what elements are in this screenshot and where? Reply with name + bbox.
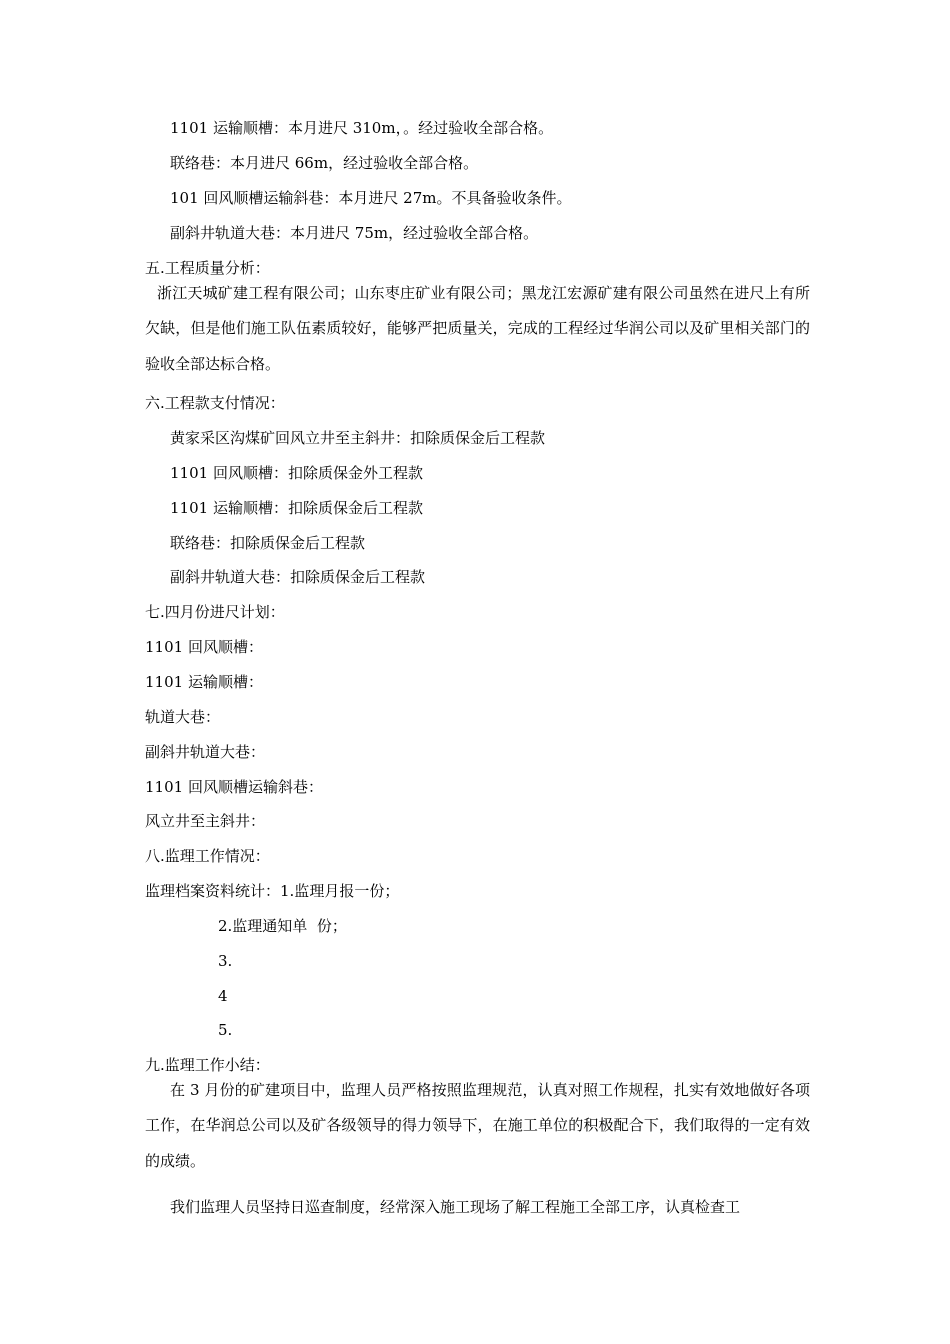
section-5-heading: 五.工程质量分析： — [145, 259, 270, 277]
section-7-heading: 七.四月份进尺计划： — [145, 603, 285, 621]
archive-stats-line: 监理档案资料统计：1.监理月报一份； — [145, 882, 400, 900]
section-5-body: 浙江天城矿建工程有限公司；山东枣庄矿业有限公司；黑龙江宏源矿建有限公司虽然在进尺上有所欠缺，但是他们施工队伍素质较好，能够严把质量关，完成的工程经过华润公司以及矿里相关部门的验收全部达标合格。 — [145, 284, 810, 373]
plan-item: 副斜井轨道大巷： — [145, 743, 266, 761]
progress-line: 联络巷：本月进尺 66m，经过验收全部合格。 — [170, 154, 479, 172]
payment-item: 1101 运输顺槽：扣除质保金后工程款 — [170, 499, 423, 517]
plan-item: 风立井至主斜井： — [145, 812, 266, 830]
section-6-heading: 六.工程款支付情况： — [145, 394, 285, 412]
archive-sub-item: 4 — [218, 987, 228, 1005]
plan-item: 1101 运输顺槽： — [145, 673, 263, 691]
progress-line: 1101 运输顺槽：本月进尺 310m，。经过验收全部合格。 — [170, 119, 554, 137]
plan-item: 1101 回风顺槽运输斜巷： — [145, 778, 323, 796]
section-9-heading: 九.监理工作小结： — [145, 1056, 270, 1074]
plan-item: 1101 回风顺槽： — [145, 638, 263, 656]
archive-sub-item: 3. — [218, 952, 233, 970]
section-8-heading: 八.监理工作情况： — [145, 847, 270, 865]
archive-sub-item: 2.监理通知单 份； — [218, 917, 347, 935]
archive-sub-item: 5. — [218, 1021, 233, 1039]
payment-item: 黄家采区沟煤矿回风立井至主斜井：扣除质保金后工程款 — [170, 429, 546, 447]
payment-item: 联络巷：扣除质保金后工程款 — [170, 534, 366, 552]
plan-item: 轨道大巷： — [145, 708, 221, 726]
payment-item: 1101 回风顺槽：扣除质保金外工程款 — [170, 464, 423, 482]
summary-paragraph: 在 3 月份的矿建项目中，监理人员严格按照监理规范，认真对照工作规程，扎实有效地做好各项工作，在华润总公司以及矿各级领导的得力领导下，在施工单位的积极配合下，我们取得的一定有效的成绩。 — [145, 1081, 810, 1170]
summary-paragraph: 我们监理人员坚持日巡查制度，经常深入施工现场了解工程施工全部工序，认真检查工 — [170, 1198, 741, 1216]
progress-line: 副斜井轨道大巷：本月进尺 75m，经过验收全部合格。 — [170, 224, 539, 242]
progress-line: 101 回风顺槽运输斜巷：本月进尺 27m。不具备验收条件。 — [170, 189, 572, 207]
payment-item: 副斜井轨道大巷：扣除质保金后工程款 — [170, 568, 426, 586]
